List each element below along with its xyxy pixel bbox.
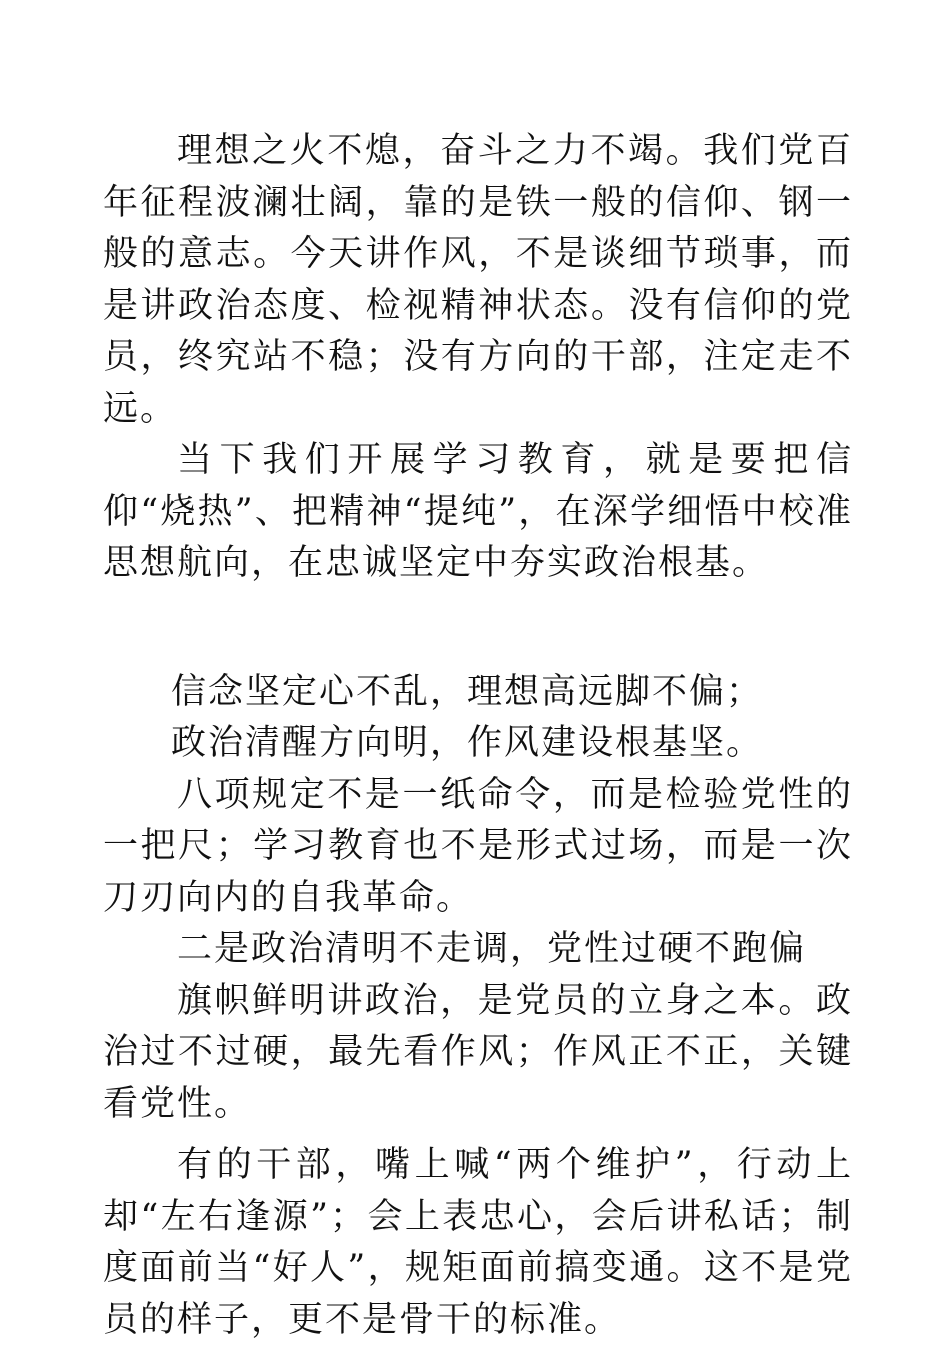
paragraph-spacer-small — [103, 1130, 853, 1140]
paragraph-5: 有的干部，嘴上喊“两个维护”，行动上却“左右逢源”；会上表忠心，会后讲私话；制度面前当“好人”，规矩面前搞变通。这不是党员的样子，更不是骨干的标准。 — [103, 1145, 853, 1340]
couplet-line-1: 信念坚定心不乱，理想高远脚不偏； — [171, 671, 764, 712]
couplet-line-2: 政治清醒方向明，作风建设根基坚。 — [171, 723, 764, 763]
section-heading: 二是政治清明不走调，党性过硬不跑偏 — [177, 929, 807, 969]
paragraph-spacer — [103, 590, 853, 667]
document-body — [103, 126, 853, 1346]
paragraph-2: 当下我们开展学习教育，就是要把信仰“烧热”、把精神“提纯”，在深学细悟中校准思想航向，在忠诚坚定中夯实政治根基。 — [103, 440, 853, 583]
paragraph-1: 理想之火不熄，奋斗之力不竭。我们党百年征程波澜壮阔，靠的是铁一般的信仰、钢一般的意志。今天讲作风，不是谈细节琐事，而是讲政治态度、检视精神状态。没有信仰的党员，终究站不稳；没有方向的干部，注定走不远。 — [103, 131, 853, 429]
paragraph-4: 旗帜鲜明讲政治，是党员的立身之本。政治过不过硬，最先看作风；作风正不正，关键看党性。 — [103, 980, 853, 1124]
paragraph-3: 八项规定不是一纸命令，而是检验党性的一把尺；学习教育也不是形式过场，而是一次刀刃向内的自我革命。 — [103, 774, 853, 918]
